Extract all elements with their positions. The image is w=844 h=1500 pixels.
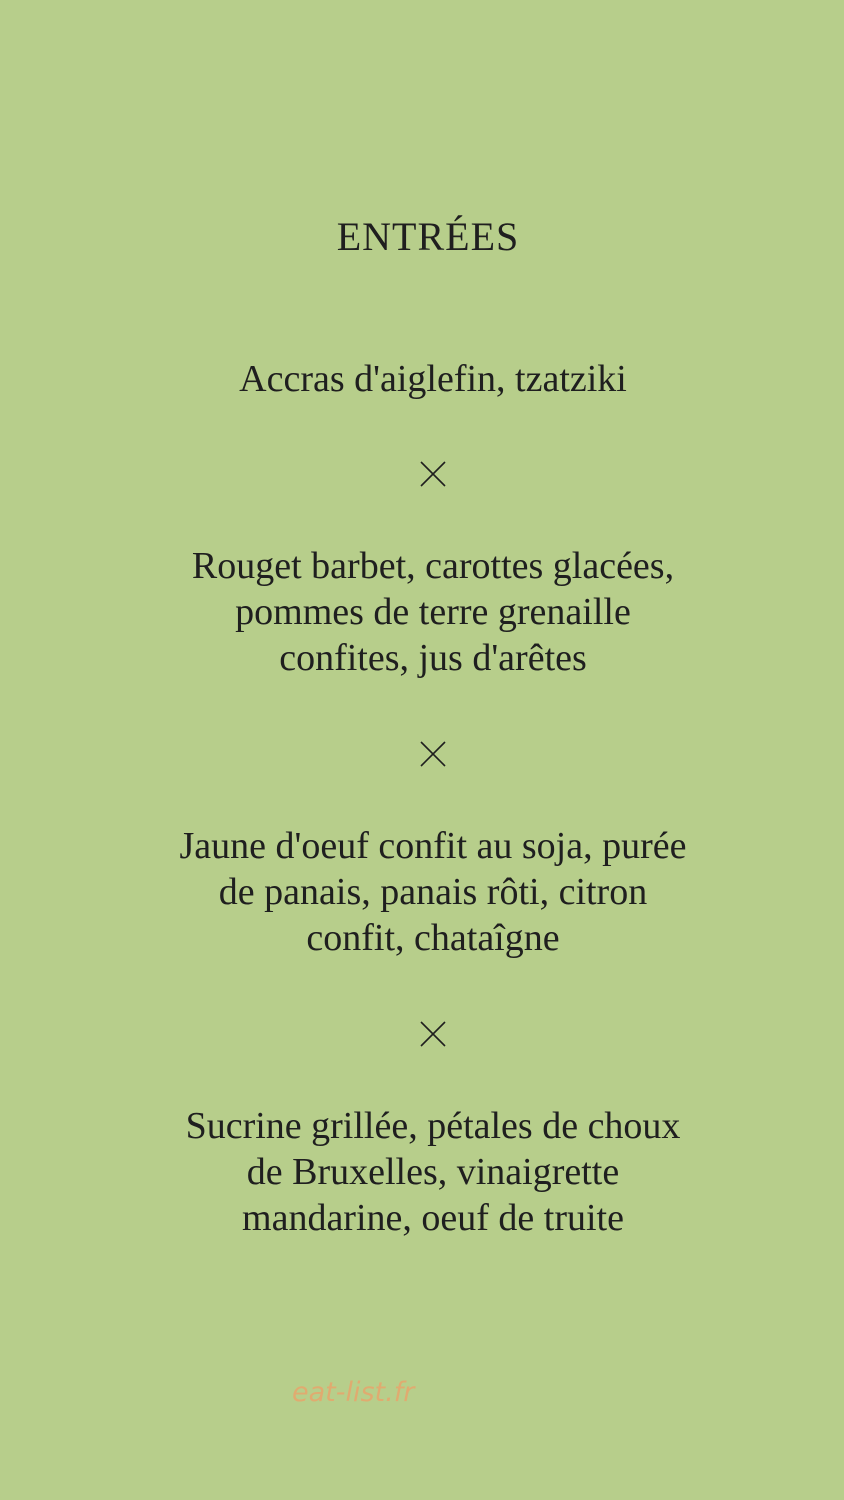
watermark: eat-list.fr	[292, 1377, 415, 1408]
menu-title: ENTRÉES	[336, 214, 520, 259]
dish-line: confites, jus d'arêtes	[279, 637, 587, 679]
dish-item	[90, 356, 776, 402]
dish-line: Sucrine grillée, pétales de choux	[185, 1105, 681, 1147]
separator	[0, 734, 844, 774]
separator	[0, 1014, 844, 1054]
dish-line: Rouget barbet, carottes glacées,	[191, 545, 675, 587]
dish-line: Accras d'aiglefin, tzatziki	[239, 358, 627, 400]
dish-line: de Bruxelles, vinaigrette	[246, 1151, 620, 1193]
dish-line: pommes de terre grenaille	[235, 591, 631, 633]
dish-line: confit, chataîgne	[306, 917, 560, 959]
cross-icon	[420, 461, 446, 487]
dish-item	[90, 823, 776, 961]
dish-line: mandarine, oeuf de truite	[242, 1197, 624, 1239]
dish-line: Jaune d'oeuf confit au soja, purée	[179, 825, 687, 867]
dish-item	[90, 1103, 776, 1241]
dish-item	[90, 543, 776, 681]
cross-icon	[420, 1021, 446, 1047]
dish-line: de panais, panais rôti, citron	[218, 871, 648, 913]
separator	[0, 454, 844, 494]
cross-icon	[420, 741, 446, 767]
